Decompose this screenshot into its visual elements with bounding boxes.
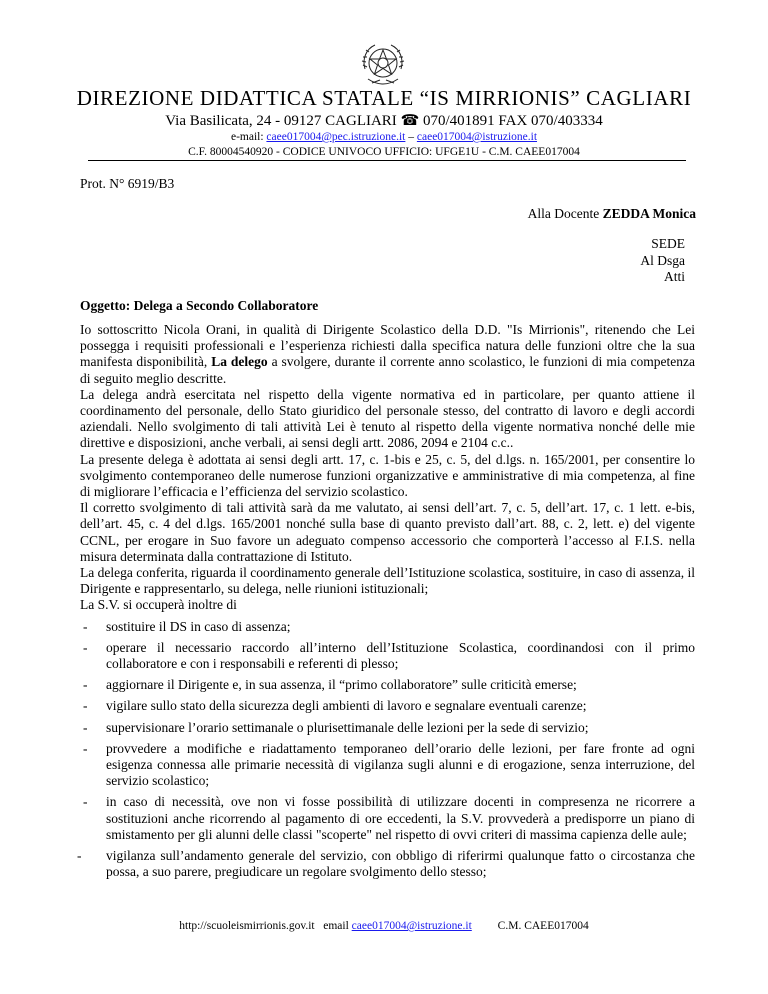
dash-bullet: -: [83, 719, 88, 735]
email-label: e-mail:: [230, 131, 267, 143]
paragraph: [80, 322, 695, 387]
list-item-text: supervisionare l’orario settimanale o plurisettimanale delle lezioni per la sede di servizio;: [106, 719, 589, 735]
paragraph: Il corretto svolgimento di tali attività sarà da me valutato, ai sensi dell’art. 7, c. 5, dell’art. 17, c. 1 lett. e-bis, dell’art. 45, c. 4 del d.lgs. 165/2001 nonché sulla base di quanto previsto dall’art. 88, c. 2, lett. e) del vigente CCNL, per erogare in Suo favore un adeguato compenso accessorio che comporterà l’accesso al F.I.S. nella misura determinata dalla contrattazione di Istituto.: [80, 500, 695, 564]
list-item-text: in caso di necessità, ove non vi fosse possibilità di utilizzare docenti in compresenza ne ricorrere a sostituzioni anche ricorrendo al pagamento di ore eccedenti, la S.V. provvederà a predisporre un piano di smistamento per gli alunni delle classi "scoperte" nel rispetto di ovvi criteri di massima capienza delle aule;: [106, 794, 695, 842]
paragraph: La delega andrà esercitata nel rispetto della vigente normativa ed in particolare, per quanto attiene il coordinamento del personale, dello Stato giuridico del personale stesso, del contratto di lavoro e degli accordi aziendali. Nello svolgimento di tali attività Lei è tenuto al rispetto della vigente normativa nonché delle mie direttive e disposizioni, anche verbali, ai sensi degli artt. 2086, 2094 e 2104 c.c..: [80, 386, 695, 451]
pec-email-link[interactable]: caee017004@pec.istruzione.it: [266, 131, 406, 143]
duties-list: [77, 618, 695, 881]
telephone-icon: ☎: [400, 113, 420, 129]
list-item-text: sostituire il DS in caso di assenza;: [106, 618, 291, 634]
list-item-text: vigilare sullo stato della sicurezza degli ambienti di lavoro e segnalare eventuali carenze;: [106, 698, 587, 714]
list-item: [80, 720, 695, 736]
school-address: [0, 111, 768, 130]
letter-body: [77, 322, 695, 881]
footer-school-code: C.M. CAEE017004: [471, 920, 589, 932]
paragraph: La presente delega è adottata ai sensi degli artt. 17, c. 1-bis e 25, c. 5, del d.lgs. n. 165/2001, per consentire lo svolgimento contemporaneo delle numerose funzioni organizzative e amministrative di mia competenza, al fine di migliorare l’efficacia e l’efficienza del servizio scolastico.: [80, 451, 695, 500]
paragraph-text: Io sottoscritto Nicola Orani, in qualità di Dirigente Scolastico della D.D. "Is Mirrionis", ritenendo che Lei possegga i requisiti professionali e l’esperienza richiesti dalla specifica natura delle funzioni oltre che la sua manifesta disponibilità,: [80, 322, 695, 370]
cc-item: SEDE: [651, 236, 685, 251]
recipient-line: [528, 206, 696, 222]
email-line: [0, 131, 768, 143]
list-item: [74, 848, 695, 880]
email-separator: –: [405, 131, 417, 143]
recipient-cc-list: [640, 236, 685, 286]
list-item-text: vigilanza sull’andamento generale del servizio, con obbligo di riferirmi qualunque fatto o circostanza che possa, a suo parere, pregiudicare un regolare svolgimento dello stesso;: [106, 848, 695, 880]
footer-website: http://scuoleismirrionis.gov.it: [179, 920, 315, 932]
paragraph-text: a svolgere, durante il corrente anno scolastico, le funzioni di mia competenza di seguito meglio descritte.: [80, 354, 695, 386]
header-divider: [88, 160, 686, 161]
dash-bullet: -: [77, 848, 82, 864]
paragraph: La delega conferita, riguarda il coordinamento generale dell’Istituzione scolastica, sostituire, in caso di assenza, il Dirigente e rappresentarlo, su delega, nelle riunioni istituzionali;: [80, 565, 695, 597]
list-item: [80, 698, 695, 714]
letter-subject: Oggetto: Delega a Secondo Collaboratore: [80, 298, 319, 313]
list-item: [80, 794, 695, 843]
dash-bullet: -: [83, 618, 88, 634]
cc-item: Al Dsga: [640, 252, 685, 268]
list-item: [80, 619, 695, 635]
emphasis-text: La delego: [211, 354, 268, 370]
email-link[interactable]: caee017004@istruzione.it: [416, 131, 538, 143]
dash-bullet: -: [83, 794, 88, 810]
republic-emblem-icon: [358, 39, 408, 91]
list-item-text: operare il necessario raccordo all’interno dell’Istituzione Scolastica, coordinandosi con il primo collaboratore e con i responsabili e referenti di plesso;: [106, 639, 695, 672]
address-text: Via Basilicata, 24 - 09127 CAGLIARI: [165, 113, 397, 129]
phone-fax-text: 070/401891 FAX 070/403334: [419, 113, 603, 129]
list-item-text: provvedere a modifiche e riadattamento temporaneo dell’orario delle lezioni, per fare fronte ad ogni esigenza connessa alle primarie necessità di vigilanza sugli alunni e di erogazione, senza interruzione, del servizio scolastico;: [106, 740, 695, 789]
dash-bullet: -: [83, 677, 88, 693]
dash-bullet: -: [83, 740, 88, 756]
footer-email-link[interactable]: caee017004@istruzione.it: [351, 920, 472, 932]
page-footer: [0, 920, 768, 932]
recipient-name: ZEDDA Monica: [602, 206, 696, 221]
footer-email-label: email: [314, 920, 352, 932]
list-item: [80, 640, 695, 672]
cc-item: Atti: [663, 269, 685, 284]
recipient-prefix: Alla Docente: [527, 206, 603, 221]
school-name-heading: DIREZIONE DIDATTICA STATALE “IS MIRRIONIS” CAGLIARI: [76, 86, 692, 110]
list-item: [80, 677, 695, 693]
dash-bullet: -: [83, 698, 88, 714]
list-item-text: aggiornare il Dirigente e, in sua assenza, il “primo collaboratore” sulle criticità emerse;: [106, 677, 577, 693]
paragraph: La S.V. si occuperà inoltre di: [80, 597, 237, 613]
school-codes: C.F. 80004540920 - CODICE UNIVOCO UFFICIO: UFGE1U - C.M. CAEE017004: [188, 146, 580, 158]
protocol-number: Prot. N° 6919/B3: [80, 176, 175, 191]
dash-bullet: -: [83, 639, 88, 655]
list-item: [80, 741, 695, 790]
